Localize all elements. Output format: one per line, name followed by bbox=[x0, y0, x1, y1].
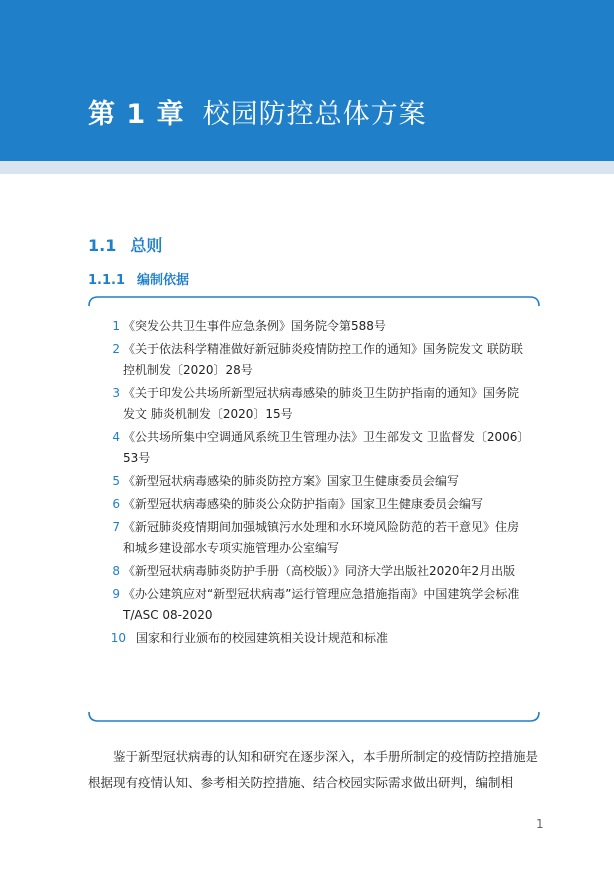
chapter-header-band bbox=[0, 0, 614, 161]
subsection-title: 编制依据 bbox=[137, 273, 190, 288]
header-divider-stripe bbox=[0, 161, 614, 174]
chapter-title-text: 校园防控总体方案 bbox=[202, 99, 427, 130]
reference-number: 1 bbox=[112, 319, 120, 333]
reference-text: 《关于印发公共场所新型冠状病毒感染的肺炎卫生防护指南的通知》国务院发文 肺炎机制发〔2020〕15号 bbox=[123, 386, 520, 421]
reference-text: 《公共场所集中空调通风系统卫生管理办法》卫生部发文 卫监督发〔2006〕53号 bbox=[123, 430, 530, 465]
body-paragraph: 鉴于新型冠状病毒的认知和研究在逐步深入，本手册所制定的疫情防控措施是根据现有疫情认知、参考相关防控措施、结合校园实际需求做出研判，编制相 bbox=[88, 749, 539, 790]
chapter-title bbox=[88, 92, 427, 131]
reference-number: 10 bbox=[110, 631, 126, 645]
reference-number: 5 bbox=[112, 474, 120, 488]
reference-box-top-bracket bbox=[88, 296, 540, 306]
reference-number: 8 bbox=[112, 564, 120, 578]
reference-item bbox=[110, 339, 530, 381]
reference-number: 2 bbox=[112, 342, 120, 356]
reference-text: 国家和行业颁布的校园建筑相关设计规范和标准 bbox=[136, 631, 389, 645]
reference-item bbox=[110, 561, 530, 582]
page-number: 1 bbox=[536, 817, 544, 831]
reference-item bbox=[110, 584, 530, 626]
section-heading bbox=[88, 233, 162, 256]
reference-number: 7 bbox=[112, 520, 120, 534]
reference-item bbox=[110, 427, 530, 469]
reference-item bbox=[110, 383, 530, 425]
chapter-label: 第 1 章 bbox=[88, 99, 185, 130]
section-number: 1.1 bbox=[88, 236, 117, 255]
reference-item bbox=[110, 517, 530, 559]
reference-text: 《新型冠状病毒肺炎防护手册（高校版）》同济大学出版社2020年2月出版 bbox=[123, 564, 516, 578]
reference-item bbox=[110, 494, 530, 515]
reference-number: 3 bbox=[112, 386, 120, 400]
reference-item bbox=[110, 316, 530, 337]
reference-number: 6 bbox=[112, 497, 120, 511]
section-title: 总则 bbox=[130, 236, 163, 255]
reference-text: 《新型冠状病毒感染的肺炎公众防护指南》国家卫生健康委员会编写 bbox=[123, 497, 484, 511]
reference-text: 《新型冠状病毒感染的肺炎防控方案》国家卫生健康委员会编写 bbox=[123, 474, 460, 488]
reference-box-bottom-bracket bbox=[88, 712, 540, 722]
reference-item bbox=[110, 471, 530, 492]
reference-number: 4 bbox=[112, 430, 120, 444]
reference-text: 《突发公共卫生事件应急条例》国务院令第588号 bbox=[123, 319, 386, 333]
subsection-heading bbox=[88, 269, 189, 288]
reference-item bbox=[110, 628, 530, 649]
subsection-number: 1.1.1 bbox=[88, 273, 126, 288]
reference-text: 《新冠肺炎疫情期间加强城镇污水处理和水环境风险防范的若干意见》住房和城乡建设部水专项实施管理办公室编写 bbox=[123, 520, 520, 555]
reference-list bbox=[110, 316, 530, 651]
reference-text: 《办公建筑应对“新型冠状病毒”运行管理应急措施指南》中国建筑学会标准T/ASC 08-2020 bbox=[123, 587, 520, 622]
reference-number: 9 bbox=[112, 587, 120, 601]
reference-text: 《关于依法科学精准做好新冠肺炎疫情防控工作的通知》国务院发文 联防联控机制发〔2020〕28号 bbox=[123, 342, 523, 377]
